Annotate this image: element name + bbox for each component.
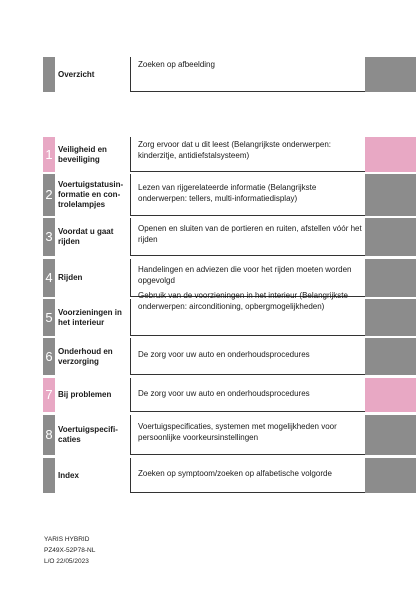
- thumb-tab[interactable]: [365, 218, 416, 256]
- section-description: Gebruik van de voorzieningen in het interieur (Belangrijkste onderwerpen: airconditioning, opbergmogelijkheden): [138, 291, 348, 311]
- section-title[interactable]: [58, 458, 126, 493]
- section-title-text: Voorzieningen in het interieur: [58, 307, 122, 327]
- section-number-box: [43, 57, 55, 92]
- section-number-box: [43, 458, 55, 493]
- thumb-tab[interactable]: [365, 458, 416, 493]
- thumb-tab[interactable]: [365, 338, 416, 375]
- section-number-box: [43, 174, 55, 216]
- section-title-text: Overzicht: [58, 69, 95, 79]
- section-number: 8: [45, 427, 53, 442]
- section-title-text: Voertuigstatusin-formatie en con-trolelampjes: [58, 180, 124, 209]
- section-title-text: Voertuigspecifi-caties: [58, 425, 118, 444]
- section-description: Lezen van rijgerelateerde informatie (Belangrijkste onderwerpen: tellers, multi-informatiedisplay): [138, 183, 317, 203]
- divider-vertical: [130, 415, 131, 455]
- section-number-box: [43, 299, 55, 336]
- section-title-text: Voordat u gaat rijden: [58, 227, 114, 246]
- toc-row-overzicht[interactable]: [0, 57, 416, 92]
- section-title[interactable]: [58, 137, 126, 172]
- section-number: 2: [45, 187, 53, 202]
- section-description: Zorg ervoor dat u dit leest (Belangrijkste onderwerpen: kinderzitje, antidiefstalsysteem): [138, 140, 331, 160]
- toc-row-7[interactable]: [0, 378, 416, 412]
- section-title[interactable]: [58, 415, 126, 455]
- section-description: Zoeken op symptoom/zoeken op alfabetische volgorde: [138, 469, 332, 478]
- thumb-tab[interactable]: [365, 299, 416, 336]
- divider-horizontal: [130, 374, 365, 375]
- thumb-tab[interactable]: [365, 415, 416, 455]
- divider-horizontal: [130, 255, 365, 256]
- toc-row-6[interactable]: [0, 338, 416, 375]
- section-number-box: [43, 415, 55, 455]
- divider-vertical: [130, 378, 131, 412]
- divider-vertical: [130, 57, 131, 92]
- section-title-text: Veiligheid en beveiliging: [58, 144, 107, 164]
- divider-horizontal: [130, 492, 365, 493]
- divider-horizontal: [130, 215, 365, 216]
- section-number-box: [43, 338, 55, 375]
- section-title-text: Bij problemen: [58, 390, 112, 399]
- section-number: 1: [45, 146, 53, 162]
- thumb-tab[interactable]: [365, 137, 416, 172]
- thumb-tab[interactable]: [365, 57, 416, 92]
- section-description: Openen en sluiten van de portieren en ruiten, afstellen vóór het rijden: [138, 224, 362, 244]
- section-number: 7: [45, 387, 53, 402]
- divider-vertical: [130, 174, 131, 216]
- divider-vertical: [130, 338, 131, 375]
- divider-vertical: [130, 137, 131, 172]
- section-number: 3: [45, 229, 53, 244]
- divider-horizontal: [130, 411, 365, 412]
- divider-horizontal: [130, 91, 365, 92]
- divider-horizontal: [130, 335, 365, 336]
- footer-model: YARIS HYBRID: [44, 536, 90, 543]
- section-title-text: Index: [58, 470, 79, 480]
- footer-date: L/O 22/05/2023: [44, 558, 89, 565]
- section-description: De zorg voor uw auto en onderhoudsprocedures: [138, 389, 310, 398]
- thumb-tab[interactable]: [365, 378, 416, 412]
- section-number: 4: [45, 270, 53, 285]
- section-title-text: Onderhoud en verzorging: [58, 346, 113, 366]
- footer-code: PZ49X-52P78-NL: [44, 547, 96, 554]
- toc-row-2[interactable]: [0, 174, 416, 216]
- divider-vertical: [130, 218, 131, 256]
- section-number: 6: [45, 348, 53, 364]
- toc-row-index[interactable]: [0, 458, 416, 493]
- section-title[interactable]: [58, 174, 126, 216]
- section-description: Zoeken op afbeelding: [138, 60, 215, 69]
- section-description: De zorg voor uw auto en onderhoudsprocedures: [138, 350, 310, 359]
- section-description: Handelingen en adviezen die voor het rijden moeten worden opgevolgd: [138, 265, 352, 285]
- toc-row-8[interactable]: [0, 415, 416, 455]
- toc-row-5[interactable]: [0, 288, 416, 336]
- section-title[interactable]: [58, 57, 126, 92]
- section-number-box: [43, 378, 55, 412]
- section-number: 5: [45, 309, 53, 325]
- divider-horizontal: [130, 454, 365, 455]
- section-title[interactable]: [58, 338, 126, 375]
- section-number-box: [43, 218, 55, 256]
- section-title[interactable]: [58, 299, 126, 336]
- section-number-box: [43, 137, 55, 172]
- divider-horizontal: [130, 171, 365, 172]
- toc-row-1[interactable]: [0, 137, 416, 172]
- section-title[interactable]: [58, 218, 126, 256]
- section-description: Voertuigspecificaties, systemen met mogelijkheden voor persoonlijke voorkeursinstellingen: [138, 422, 337, 442]
- section-title-text: Rijden: [58, 273, 83, 282]
- toc-row-3[interactable]: [0, 218, 416, 256]
- section-title[interactable]: [58, 378, 126, 412]
- thumb-tab[interactable]: [365, 174, 416, 216]
- divider-vertical: [130, 299, 131, 336]
- divider-vertical: [130, 458, 131, 493]
